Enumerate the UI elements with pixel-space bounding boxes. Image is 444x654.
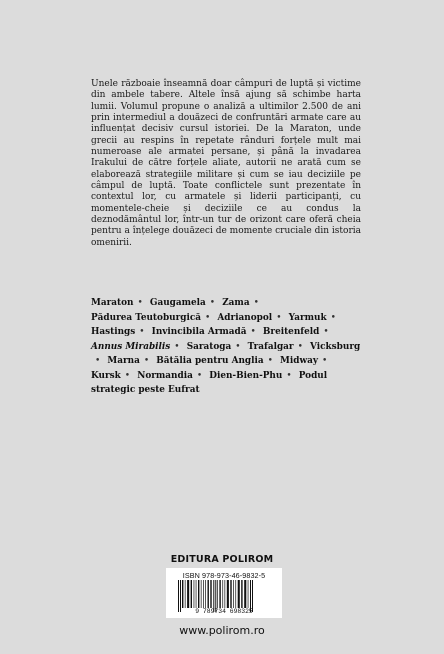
barcode-bar <box>180 580 181 612</box>
battle-item: Gaugamela <box>149 298 206 308</box>
barcode-bar <box>187 580 189 608</box>
battle-item: Podul strategic peste Eufrat <box>91 370 328 395</box>
battle-item: Midway <box>280 356 318 366</box>
bullet-icon: • <box>196 370 203 381</box>
battle-item: Adrianopol <box>217 312 273 323</box>
barcode-bar <box>208 580 209 608</box>
barcode-bar <box>244 580 246 608</box>
battle-item: Dien-Bien-Phu <box>209 370 283 381</box>
battle-item: Saratoga <box>186 341 232 352</box>
bullet-icon: • <box>253 298 259 308</box>
battle-item: Annus Mirabilis <box>91 341 171 352</box>
barcode-bar <box>210 580 211 608</box>
barcode-bar <box>241 580 242 608</box>
battle-item: Maraton <box>91 298 134 308</box>
barcode-bar <box>227 580 229 608</box>
barcode-bar <box>217 580 218 608</box>
bullet-icon: • <box>322 356 328 366</box>
barcode-bar <box>219 580 220 608</box>
bullet-icon: • <box>250 327 256 337</box>
battle-item: Breitenfeld <box>262 327 320 337</box>
bullet-icon: • <box>139 327 145 337</box>
barcode-bar <box>222 580 223 608</box>
barcode-bar <box>201 580 202 608</box>
battle-item: Pădurea Teutoburgică <box>91 312 202 323</box>
publisher-name: EDITURA POLIROM <box>170 554 274 565</box>
bullet-icon: • <box>174 341 180 352</box>
battle-item: Bătălia pentru Anglia <box>156 356 264 366</box>
battle-item: Zama <box>222 298 250 308</box>
isbn-barcode-box <box>166 568 282 618</box>
battle-item: Yarmuk <box>288 312 327 323</box>
blurb-text: Unele războaie înseamnă doar câmpuri de luptă și victime din ambele tabere. Altele însă ajung să schimbe harta lumii. Volumul propune o analiză a ultimilor 2.500 de ani prin intermediul a douăzeci de confruntări armate care au influențat decisiv cursul istoriei. De la Maraton, unde grecii au respins în repetate rânduri forțele mult mai numeroase ale armatei persane, și până la invadarea Irakului de către forțele aliate, autorii ne arată cum se elaborează strategiile militare și cum se iau deciziile pe câmpul de luptă. Toate conflictele sunt prezentate în contextul lor, cu armatele și liderii participanți, cu momentele-cheie și deciziile ce au condus la deznodământul lor, într-un tur de orizont care oferă cheia pentru a înțelege douăzeci de momente cruciale din istoria omenirii. <box>91 79 361 248</box>
battle-item: Vicksburg <box>310 341 361 352</box>
bullet-icon: • <box>235 341 241 352</box>
barcode-bar <box>185 580 186 608</box>
bullet-icon: • <box>276 312 282 323</box>
battle-item: Normandia <box>137 370 193 381</box>
barcode-bar <box>248 580 249 608</box>
bullet-icon: • <box>297 341 303 352</box>
barcode-bar <box>233 580 234 608</box>
bullet-icon: • <box>137 298 143 308</box>
barcode-bar <box>205 580 206 608</box>
battle-list <box>91 296 363 398</box>
barcode-bar <box>238 580 240 608</box>
battle-item: Trafalgar <box>247 341 294 352</box>
barcode-bar <box>191 580 192 608</box>
bullet-icon: • <box>267 356 273 366</box>
barcode <box>170 580 278 614</box>
bullet-icon: • <box>205 312 211 323</box>
bullet-icon: • <box>286 370 292 381</box>
barcode-digits: 9 789734 698325 <box>195 608 253 614</box>
publisher-url[interactable]: www.polirom.ro <box>179 624 265 637</box>
bullet-icon: • <box>209 298 216 308</box>
battle-item: Kursk <box>91 370 121 381</box>
battle-item: Invincibila Armadă <box>151 327 247 337</box>
barcode-bar <box>230 580 231 608</box>
bullet-icon: • <box>330 312 336 323</box>
barcode-bar <box>196 580 197 608</box>
isbn-text: ISBN 978-973-46-9832-5 <box>182 571 266 580</box>
barcode-bar <box>235 580 236 608</box>
bullet-icon: • <box>323 327 329 337</box>
bullet-icon: • <box>95 356 101 366</box>
barcode-bar <box>178 580 179 612</box>
barcode-bar <box>194 580 195 608</box>
barcode-bar <box>203 580 204 608</box>
battle-item: Marna <box>107 356 140 366</box>
bullet-icon: • <box>124 370 131 381</box>
battle-item: Hastings <box>91 327 136 337</box>
barcode-bar <box>182 580 183 608</box>
barcode-bar <box>198 580 199 608</box>
barcode-bar <box>225 580 226 608</box>
bullet-icon: • <box>143 356 150 366</box>
